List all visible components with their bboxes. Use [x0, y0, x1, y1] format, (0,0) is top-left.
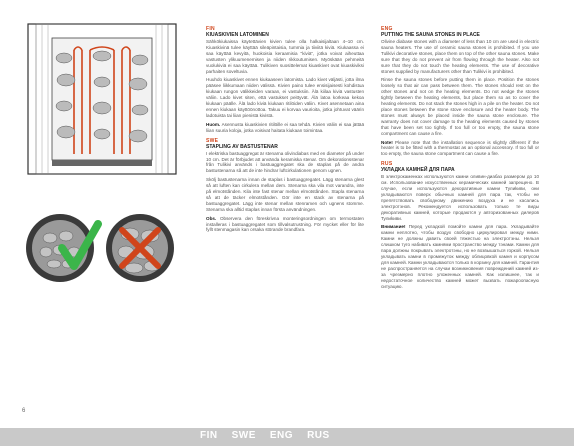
english-russian-column [381, 22, 539, 292]
correct-incorrect-stones-illustration [22, 202, 182, 292]
heading-swe: STAPLING AV BASTUSTENAR [206, 143, 278, 150]
note-rus [381, 224, 539, 289]
paragraph-swe-2: Skölj bastustenarna innan de staplas i bastuaggregatet. Lägg stenarna glest så att luften kan cirkulera mellan dem. Stenarna ska vila mot varandra, inte på elmotstånden. Kila inte fast stenar mellan elmotstånden. Stapla stenarna så att de täcker elmotstånden. Gör inte en stack av stenarna på bastuaggregatet. Lägg inte stenar mellan stenramen och ugnens stomme. Stenarna ska alltid staplas innan första användningen. [206, 177, 364, 212]
language-tabs [200, 430, 330, 441]
tab-rus[interactable]: RUS [307, 430, 330, 441]
note-label-rus: Внимание! [381, 224, 406, 230]
note-swe [206, 216, 364, 234]
note-text-rus: Перед укладкой помойте камни для пара. Укладывайте камни неплотно, чтобы воздух свободно циркулировал между ними. Камни не должны давить своей тяжестью на электротэны. Нельзя слишком туго набивать камнями пространство между тэнами. Камни для пара должны покрывать электротэны, но не возвышаться горкой. Нельзя укладывать камни в промежуток между облицовкой камня и корпусом для камней. Камни укладываются только в корзину для камней. Гарантия не распространяется на случаи возникновения повреждений камней из-за чрезмерно плотно уложенных камней. Как излишнее, так и недостаточное количество камней может вызвать пожароопасную ситуацию. [381, 224, 539, 289]
tab-swe[interactable]: SWE [231, 430, 256, 441]
note-label-eng: Note! [381, 139, 393, 145]
lang-label-rus: RUS [381, 161, 393, 168]
note-fin [206, 122, 364, 134]
paragraph-fin-1: Sähkökiukaissa käytettävien kivien tulee olla halkaisijaltaan 4–10 cm. Kiuaskivinä tulee käyttää sileäpintaisia, tummia ja tiiviitä kiviä. Kiukaassa ei saa käyttää kevyitä, huokoisia keraamisia "kiviä", jotka voivat aiheuttaa vastusten ylikuumenemisen ja niiden rikkoutumisen. Myöskään pehmeitä vuolukiviä ei saa käyttää. Tulikiven suosittelemat kiuaskivet ovat kiuaskiviksi parhaiten soveltuvia. [206, 39, 364, 74]
note-label-fin: Huom. [206, 121, 221, 127]
paragraph-rus-1: В электрокаменках используются камни оливин-диабаз размером до 10 см. Использование искусственных керамических камней запрещено. В случае, если используются декоративные камни Тулиkиви, они укладываются поверх обычных камней для пара так, чтобы не препятствовать свободному движению воздуха и не касались электротэнов. Рекомендуется использовать только те виды декоративных камней, которые продаются у авторизованных дилеров Тулиkиви. [381, 174, 539, 221]
lang-label-eng: ENG [381, 26, 393, 32]
finnish-swedish-column [206, 22, 364, 236]
paragraph-eng-1: Olivine diabase stones with a diameter of less than 10 cm are used in electric sauna heaters. The use of ceramic sauna stones is prohibited. If you use Tulikivi decorative stones, place them on top of the other sauna stones. Make sure that they do not prevent air from flowing through the heater. Also not sure that they do not touch the heating elements. The use of decorative stones supplied by manufacturers other than Tulikivi is prohibited. [381, 39, 539, 74]
heading-fin: KIUASKIVIEN LATOMINEN [206, 32, 269, 38]
paragraph-eng-2: Rinse the sauna stones before putting them in place. Position the stones loosely so that air can pass between them. The stones should rest on the other stones and not on the heating elements. Do not wedge the stones tightly between the heating elements, but place them so as to cover the heating elements. Do not stack the stones high in a pile on the heater. Do not place stones between the stone stove enclosure and the heater body. The stones must always be placed inside the sauna stone enclosure. The warranty does not cover damage to the heating elements caused by stones that have been set too tightly. If too full or too empty, the sauna stone compartment can cause a fire. [381, 77, 539, 136]
lang-label-fin: FIN [206, 26, 215, 32]
note-text-fin: Asennusta kiuaskivien ritilöille ei saa tehdä. Kivien väliin ei saa jättää liian suuria koloja, jotka voisivat haitata kiukaan toimintaa. [206, 121, 364, 133]
note-label-swe: Obs. [206, 215, 217, 221]
paragraph-fin-2: Huuhdo kiuaskivet ennen kiukaaseen latomista. Lado kivet väljästi, jotta ilma pääsee liikkumaan niiden välissä. Kivien paino tulee ensisijaisesti kohdistua kiukaan rungon välikkeiden varaan, ei vastuksiin. Älä kiilaa kiviä vastusten väliin. Lado kivet siten, että vastukset peittyvät. Älä latoa korkeaa kekoa kiukaan päälle. Älä lado kiviä kiukaan ritilöiden väliin. Kivet asennetaan aina ennen kiukaan käyttöönottoa. Takuu ei korvaa vaurioita, jotka johtuvat väärin ladotuista tai liian pienistä kivistä. [206, 77, 364, 118]
lang-label-swe: SWE [206, 137, 219, 144]
note-text-eng: Please note that the installation sequence is slightly different if the heater is to be fitted with a thermostat as an optional accessory. If too full or too empty, the sauna stone compartment can cause a fire. [381, 139, 540, 157]
note-text-swe: Observera den föreskrivna monteringsordningen om termostaten installeras i bastuaggregatet som tillvalsutrustning. För mycket eller för lite fyllt stenmagasin kan orsaka störande brandfara. [206, 215, 364, 233]
page-number: 6 [22, 408, 26, 414]
heading-rus: УКЛАДКА КАМНЕЙ ДЛЯ ПАРА [381, 167, 455, 174]
heading-eng: PUTTING THE SAUNA STONES IN PLACE [381, 32, 480, 38]
note-eng [381, 140, 539, 158]
heater-stone-placement-illustration [22, 20, 182, 180]
paragraph-swe-1: I elektriska bastuaggregat är stenarna olivindiabas med en diameter på under 10 cm. Det är förbjudet att använda keramiska stenar. Om dekorationsstenar från Tulikivi används i bastuaggregatet ska de staplas på de andra bastustenarna så att de inte hindrar luftcirkulationen genom ugnen. [206, 150, 364, 174]
tab-eng[interactable]: ENG [269, 430, 294, 441]
language-footer-bar [0, 428, 574, 446]
tab-fin[interactable]: FIN [200, 430, 218, 441]
